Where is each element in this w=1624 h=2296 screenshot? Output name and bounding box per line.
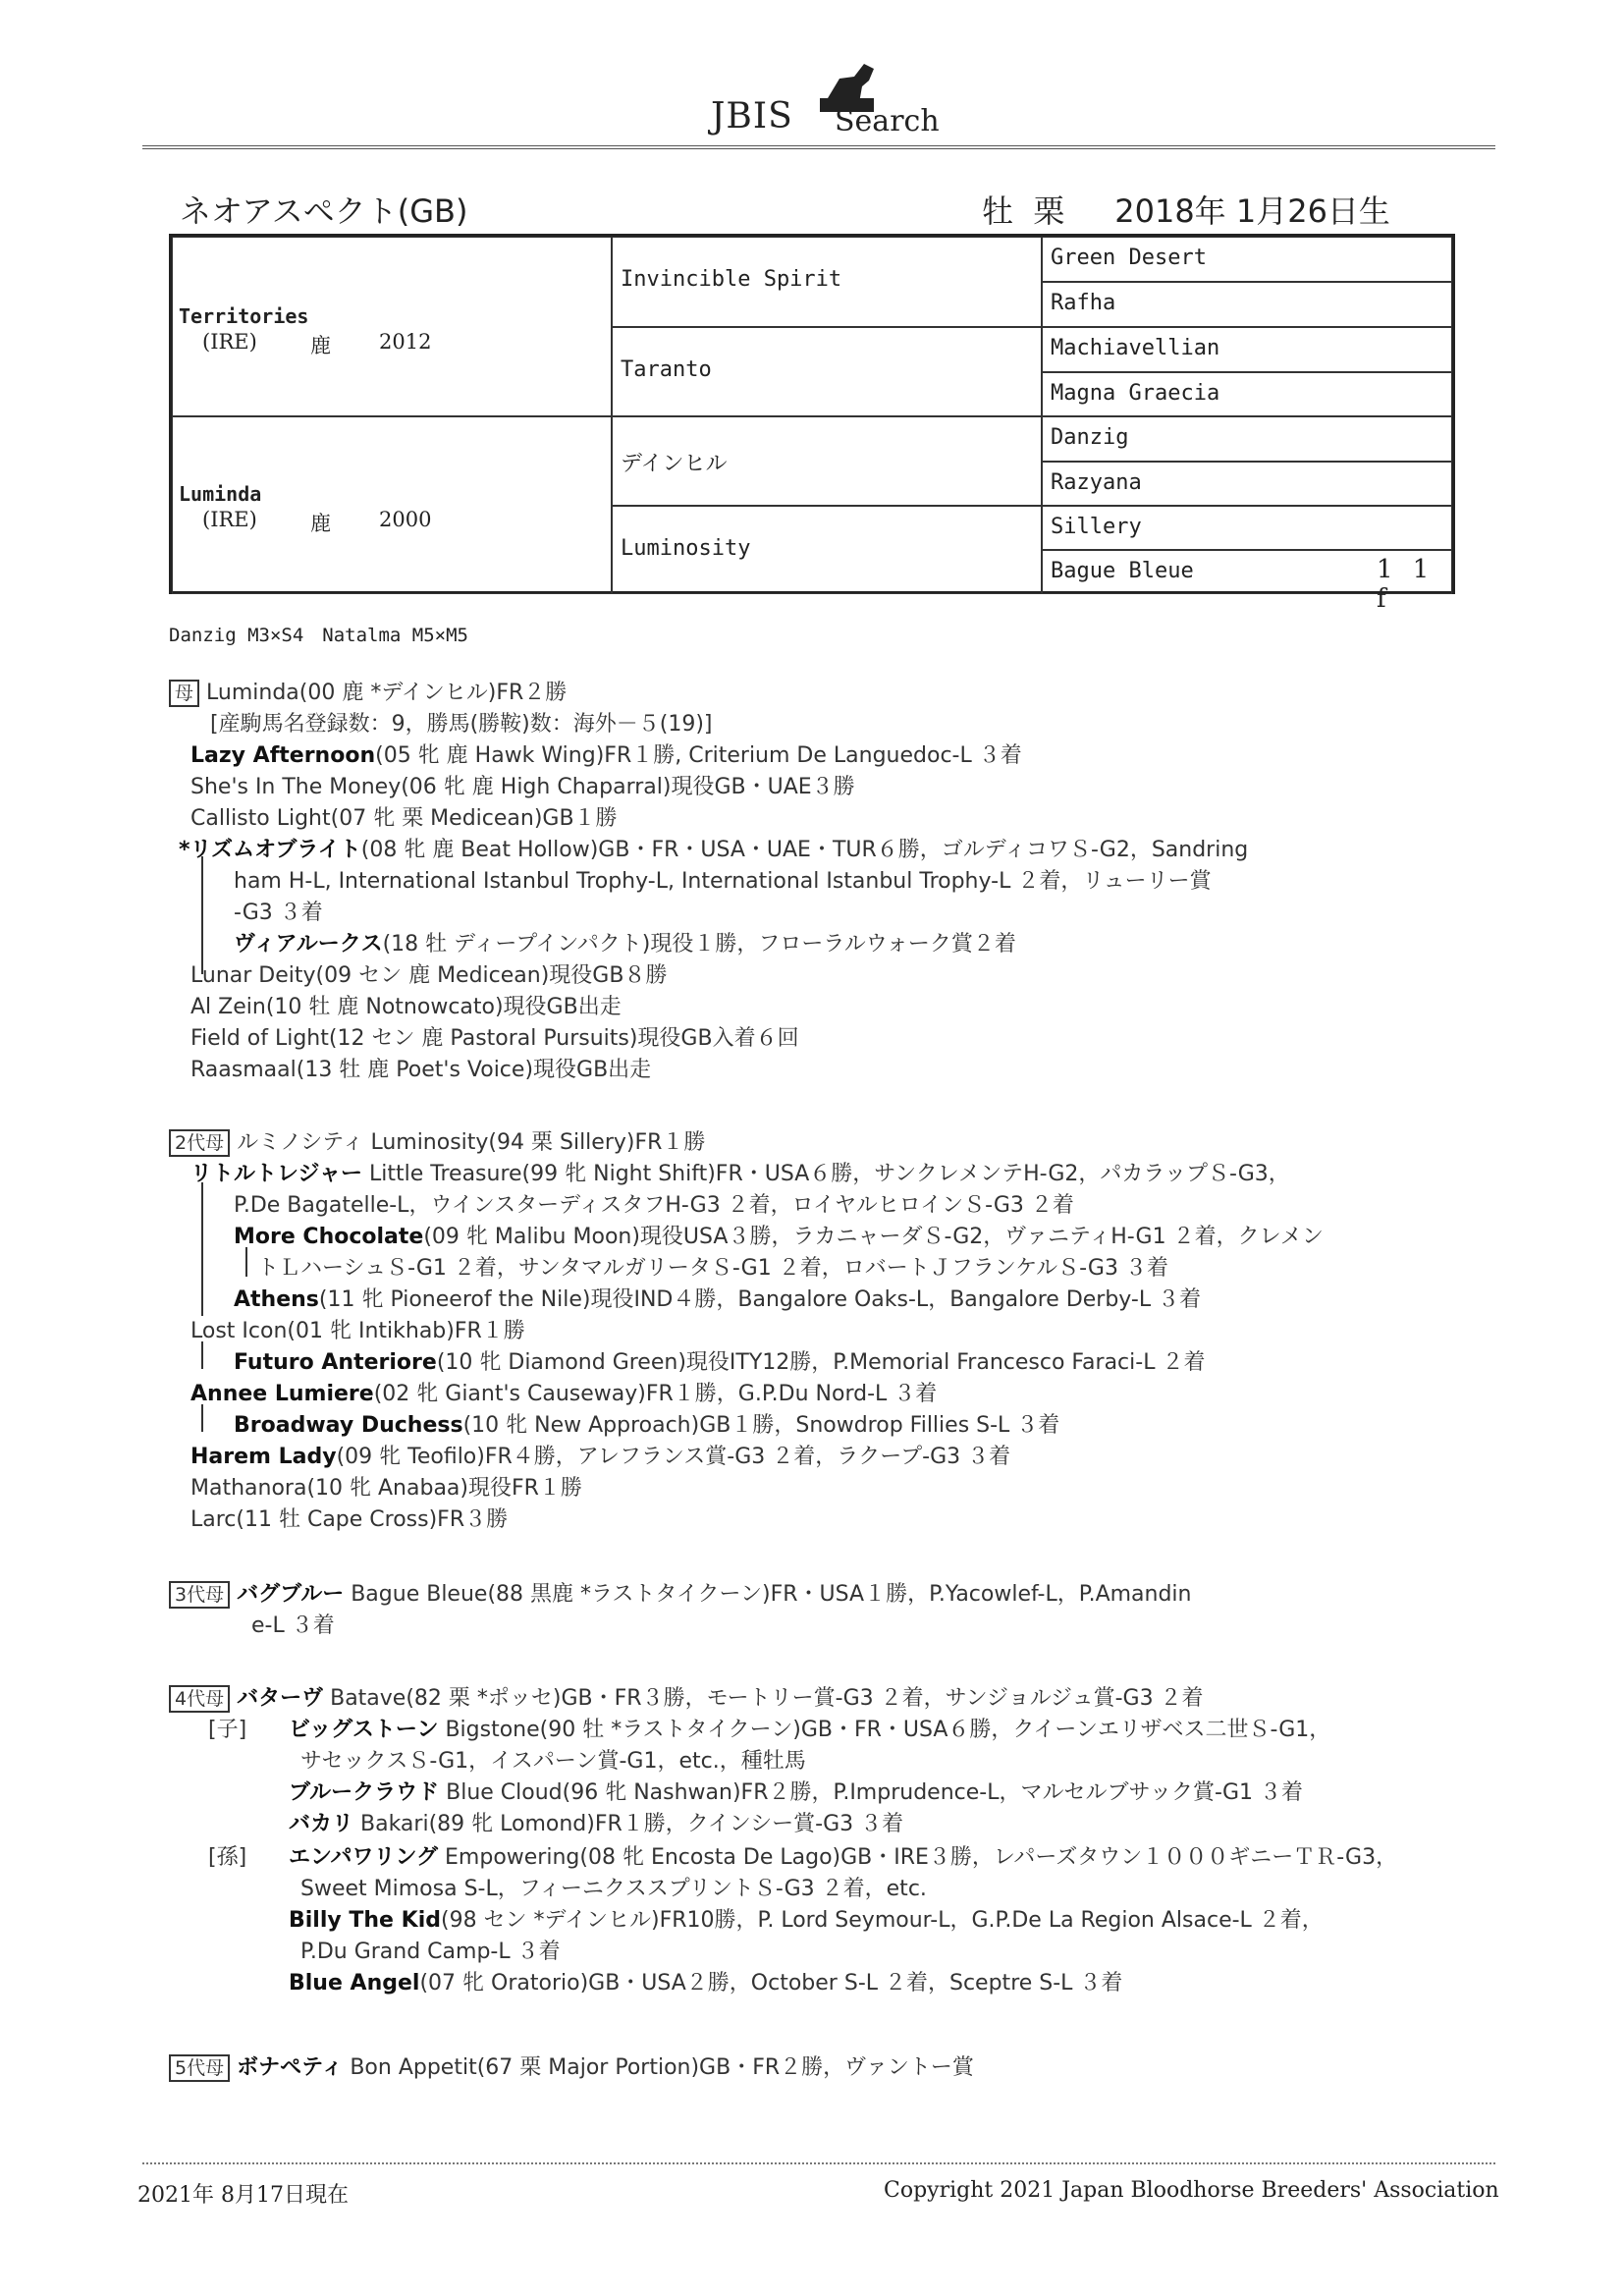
pedigree-g3-8 [1042,550,1452,614]
horse-color: 栗 [1033,192,1065,230]
pedigree-g3-3 [1042,327,1452,372]
dam-sub: [産駒馬名登録数：9，勝馬(勝鞍)数：海外－５(19)] [210,712,713,737]
dam-foal-6: Al Zein(10 牡 鹿 Notnowcato)現役GB出走 [190,995,622,1019]
lineage-bar [201,1341,203,1369]
g2-foal-1-cont: P.De Bagatelle-L，ウインスターディスタフH-G3 ２着，ロイヤルヒロインＳ-G3 ２着 [234,1193,1074,1218]
foal-record: Blue Cloud(96 牝 Nashwan)FR２勝，P.Imprudence-L，マルセルブサック賞-G1 ３着 [439,1780,1303,1805]
g4-grandchild-2-cont: P.Du Grand Camp-L ３着 [300,1940,561,1964]
dam-foal-5: Lunar Deity(09 セン 鹿 Medicean)現役GB８勝 [190,963,668,988]
lineage-bar [201,1182,203,1316]
foal-record: (10 牝 New Approach)GB１勝，Snowdrop Fillies S-L ３着 [462,1413,1060,1438]
foal-record: (09 牝 Teofilo)FR４勝，アレフランス賞-G3 ２着，ラクープ-G3 ３着 [336,1445,1011,1469]
logo-brand: JBIS [711,96,793,137]
g2-grandfoal-4 [234,1408,1059,1439]
foal-name: ヴィアルークス [234,932,383,957]
sire-name: Territories [179,304,309,328]
lineage-bar [245,1247,247,1277]
foal-name: Broadway Duchess [234,1413,463,1438]
foal-name: ブルークラウド [289,1780,440,1805]
g3-name: Rafha [1051,291,1116,315]
horse-info [982,187,1390,232]
g5-dam-name: ボナペティ [237,2055,344,2080]
g4-header-text: Batave(82 栗 *ポッセ)GB・FR３勝，モートリー賞-G3 ２着，サンジョルジュ賞-G3 ２着 [323,1686,1204,1711]
pedigree-g3-2 [1042,282,1452,327]
foal-name: ビッグストーン [289,1718,439,1742]
dam-foal-2: She's In The Money(06 牝 鹿 High Chaparral)現役GB・UAE３勝 [190,775,855,799]
lineage-bar [201,856,203,974]
g4-grandchild-1-cont: Sweet Mimosa S-L，フィーニクススプリントＳ-G3 ２着，etc. [300,1877,927,1901]
dam-foal-3: Callisto Light(07 牝 栗 Medicean)GB１勝 [190,806,618,831]
horse-sex: 牡 [982,192,1014,230]
g3-name: Magna Graecia [1051,381,1220,406]
dam-foal-4 [179,833,1248,863]
pedigree-sire-cell [172,237,612,416]
g2-header-text: ルミノシティ Luminosity(94 栗 Sillery)FR１勝 [237,1130,706,1155]
dam-origin: (IRE) [202,508,257,531]
g3-name: Sillery [1051,515,1142,539]
footer-copyright: Copyright 2021 Japan Bloodhorse Breeders' Association [884,2178,1499,2203]
g3-name: Razyana [1051,470,1142,495]
foal-record: Bigstone(90 牡 *ラストタイクーン)GB・FR・USA６勝，クイーンエリザベス二世Ｓ-G1， [438,1718,1331,1742]
foal-record: (98 セン *デインヒル)FR10勝，P. Lord Seymour-L，G.P.De La Region Alsace-L ２着， [440,1908,1324,1933]
sire-year: 2012 [379,330,432,354]
dam-foal-8: Raasmaal(13 牡 鹿 Poet's Voice)現役GB出走 [190,1058,652,1082]
foal-name: *リズムオブライト [179,838,361,862]
foal-record: (02 牝 Giant's Causeway)FR１勝，G.P.Du Nord-L ３着 [373,1382,938,1406]
jbis-logo [707,59,962,137]
label-g4: 4代母 [169,1685,230,1713]
g3-name: Bague Bleue [1051,559,1194,583]
foal-record: (08 牝 鹿 Beat Hollow)GB・FR・USA・UAE・TUR６勝，ゴルディコワＳ-G2，Sandring [360,838,1249,862]
label-g2: 2代母 [169,1129,230,1157]
sire-origin: (IRE) [202,330,257,354]
dam-color: 鹿 [310,512,331,535]
label-g3: 3代母 [169,1581,230,1609]
pedigree-dam-sire [612,416,1042,506]
label-dam: 母 [169,680,199,707]
foal-name: Annee Lumiere [190,1382,374,1406]
pedigree-sire-sire [612,237,1042,327]
g2-grandfoal-1-cont: トＬハーシュＳ-G1 ２着，サンタマルガリータＳ-G1 ２着，ロバートＪフランケルＳ-G3 ３着 [257,1256,1168,1281]
g3-name: Danzig [1051,425,1129,450]
g2-foal-3 [190,1377,937,1407]
pedigree-g3-5 [1042,416,1452,462]
dam-foal-7: Field of Light(12 セン 鹿 Pastoral Pursuits)現役GB入着６回 [190,1026,799,1051]
foal-name: リトルトレジャー [190,1162,363,1186]
footer-date: 2021年 8月17日現在 [137,2183,349,2208]
g4-child-3 [289,1807,903,1837]
foal-name: Billy The Kid [289,1908,441,1933]
dam-dam-name: Luminosity [621,536,751,561]
sire-color: 鹿 [310,334,331,357]
pedigree-sire-dam [612,327,1042,416]
pedigree-g3-7 [1042,506,1452,550]
g5-header [169,2050,974,2082]
g4-dam-name: バターヴ [237,1686,324,1711]
dam-header [169,676,567,707]
inbreeding-note: Danzig M3×S4 Natalma M5×M5 [169,625,468,646]
label-g5: 5代母 [169,2054,230,2082]
g3-dam-name: バグブルー [237,1582,345,1607]
g4-grandchild-1 [289,1840,1397,1871]
foal-record: (10 牝 Diamond Green)現役ITY12勝，P.Memorial Francesco Faraci-L ２着 [436,1350,1206,1375]
dam-header-text: Luminda(00 鹿 *デインヒル)FR２勝 [206,681,568,705]
lineage-bar [201,1404,203,1432]
dam-name: Luminda [179,482,262,506]
dam-year: 2000 [379,508,432,531]
pedigree-dam-dam [612,506,1042,594]
label-grandchild: [孫] [208,1845,247,1870]
sire-dam-name: Taranto [621,357,712,382]
g4-child-2 [289,1776,1303,1806]
dam-grandfoal-1 [234,927,1016,957]
g4-child-1 [289,1713,1330,1743]
header-divider [142,145,1495,149]
foal-record: (18 牡 ディープインパクト)現役１勝，フローラルウォーク賞２着 [382,932,1016,957]
foal-record: Empowering(08 牝 Encosta De Lago)GB・IRE３勝，レパーズタウン１０００ギニーＴＲ-G3， [438,1845,1398,1870]
dam-foal-4-cont: ham H-L, International Istanbul Trophy-L, International Istanbul Trophy-L ２着，リューリー賞 [234,869,1212,894]
g2-header [169,1125,705,1157]
pedigree-table [169,234,1455,614]
g4-child-1-cont: サセックスＳ-G1，イスパーン賞-G1，etc.，種牡馬 [300,1749,806,1774]
pedigree-dam-cell [172,416,612,594]
foal-name: エンパワリング [289,1845,439,1870]
g3-header [169,1577,1192,1609]
g2-foal-2: Lost Icon(01 牝 Intikhab)FR１勝 [190,1319,525,1343]
g2-foal-6: Larc(11 牡 Cape Cross)FR３勝 [190,1507,509,1532]
family-number: 1 1 f [1377,555,1435,614]
foal-name: Futuro Anteriore [234,1350,437,1375]
label-child: [子] [208,1718,247,1742]
sire-sire-name: Invincible Spirit [621,267,842,292]
foal-record: (11 牝 Pioneerof the Nile)現役IND４勝，Bangalore Oaks-L，Bangalore Derby-L ３着 [318,1287,1202,1312]
foal-record: (09 牝 Malibu Moon)現役USA３勝，ラカニャーダＳ-G2，ヴァニティH-G1 ２着，クレメン [423,1225,1324,1249]
dam-foal-1 [190,738,1022,769]
horse-name: ネオアスペクト(GB) [180,192,468,230]
g3-header-text: Bague Bleue(88 黒鹿 *ラストタイクーン)FR・USA１勝，P.Yacowlef-L，P.Amandin [344,1582,1192,1607]
g4-grandchild-2 [289,1903,1324,1934]
foal-name: More Chocolate [234,1225,424,1249]
g4-grandchild-3 [289,1966,1122,1996]
g3-name: Machiavellian [1051,336,1220,360]
g2-grandfoal-2 [234,1283,1201,1313]
g3-name: Green Desert [1051,246,1207,270]
foal-name: Lazy Afternoon [190,743,376,768]
pedigree-g3-4 [1042,372,1452,416]
g2-foal-1 [190,1157,1290,1187]
foal-record: Bakari(89 牝 Lomond)FR１勝，クインシー賞-G3 ３着 [353,1812,904,1836]
pedigree-g3-1 [1042,237,1452,282]
foal-name: Harem Lady [190,1445,337,1469]
foal-name: Athens [234,1287,319,1312]
g2-grandfoal-3 [234,1345,1205,1376]
g3-header-cont: e-L ３着 [251,1613,335,1638]
g4-header [169,1681,1204,1713]
dam-foal-4-cont2: -G3 ３着 [234,901,323,925]
pedigree-g3-6 [1042,462,1452,506]
foal-record: (05 牝 鹿 Hawk Wing)FR１勝, Criterium De Languedoc-L ３着 [375,743,1022,768]
foal-name: バカリ [289,1812,354,1836]
foal-record: Little Treasure(99 牝 Night Shift)FR・USA６勝，サンクレメンテH-G2，パカラップＳ-G3， [362,1162,1290,1186]
footer-divider [142,2162,1495,2164]
g2-foal-5: Mathanora(10 牝 Anabaa)現役FR１勝 [190,1476,582,1501]
logo-search: Search [835,104,940,138]
foal-name: Blue Angel [289,1971,420,1995]
g2-foal-4 [190,1440,1010,1470]
g5-header-text: Bon Appetit(67 栗 Major Portion)GB・FR２勝，ヴァントー賞 [343,2055,974,2080]
foal-record: (07 牝 Oratorio)GB・USA２勝，October S-L ２着，Sceptre S-L ３着 [419,1971,1123,1995]
g2-grandfoal-1 [234,1220,1324,1250]
dam-sire-name: デインヒル [621,452,728,476]
horse-birth: 2018年 1月26日生 [1114,192,1390,230]
